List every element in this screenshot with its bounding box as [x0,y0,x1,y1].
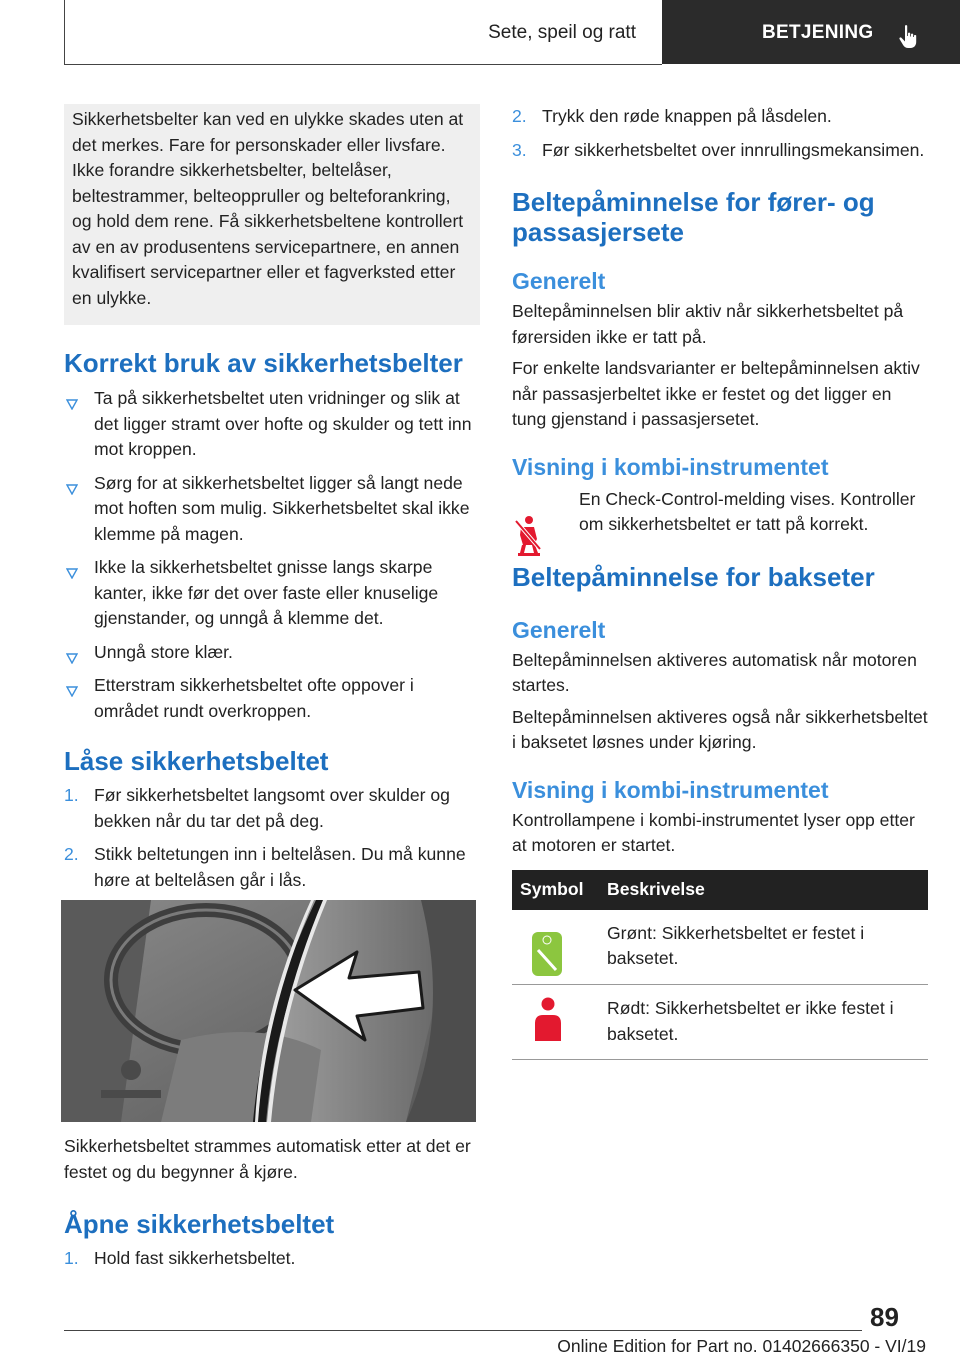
step-text: Hold fast sikkerhetsbeltet. [94,1248,296,1268]
triangle-bullet-icon [66,392,78,418]
front-display-text: En Check-Control-melding vises. Kontroller om sikkerhetsbeltet er tatt på korrekt. [579,488,916,534]
warning-box [64,104,480,325]
open-steps-part1 [64,1246,480,1272]
heading-rear-general: Generelt [512,616,606,643]
heading-rear-display: Visning i kombi-instrumentet [512,776,829,803]
hand-pointer-icon [898,24,920,50]
step-item [64,842,480,893]
list-item [64,673,480,724]
list-item-text: Unngå store klær. [94,641,233,662]
heading-open-belt: Åpne sikkerhetsbeltet [64,1209,335,1239]
seatbelt-green-icon [530,930,564,976]
chapter-tab [662,0,960,64]
open-steps-part2 [512,104,928,163]
heading-correct-use: Korrekt bruk av sikkerhetsbelter [64,348,463,378]
front-reminder-p2: For enkelte landsvarianter er beltepåminnelsen aktiv når passasjerbeltet ikke er festet og det ligger en tung gjenstand i passasjersetet. [512,358,920,429]
lock-steps [64,783,480,893]
step-number: 2. [512,106,527,126]
table-header-description: Beskrivelse [607,870,928,910]
step-text: Stikk beltetungen inn i beltelåsen. Du må kunne høre at beltelåsen går i lås. [94,844,466,890]
page-number: 89 [870,1302,899,1332]
list-item [64,386,480,463]
table-header-symbol: Symbol [512,870,607,910]
triangle-bullet-icon [66,679,78,705]
seatbelt-warning-icon [512,515,544,557]
heading-front-general: Generelt [512,268,606,294]
step-item [64,783,480,834]
tension-caption: Sikkerhetsbeltet strammes automatisk etter at det er festet og du begynner å kjøre. [64,1136,471,1182]
seatbelt-photo [61,900,476,1122]
step-text: Trykk den røde knappen på låsdelen. [542,106,832,126]
rear-reminder-p2: Beltepåminnelsen aktiveres også når sikkerhetsbeltet i baksetet løsnes under kjøring. [512,706,928,752]
triangle-bullet-icon [66,477,78,503]
right-column [512,104,928,1060]
list-item-text: Ta på sikkerhetsbeltet uten vridninger og slik at det ligger stramt over hofte og skulder og tett inn mot kroppen. [94,388,472,459]
table-cell-symbol [512,985,607,1060]
list-item-text: Etterstram sikkerhetsbeltet ofte oppover i området rundt overkroppen. [94,675,414,721]
table-row [512,910,928,985]
step-number: 3. [512,139,527,160]
heading-lock-belt: Låse sikkerhetsbeltet [64,746,329,776]
seat-occupant-red-icon [533,997,563,1047]
rear-display-text: Kontrollampene i kombi-instrumentet lyser opp etter at motoren er startet. [512,809,915,855]
edition-note: Online Edition for Part no. 01402666350 - VI/19 [557,1336,926,1356]
step-number: 1. [64,1248,79,1268]
front-reminder-p1: Beltepåminnelsen blir aktiv når sikkerhetsbeltet på førersiden ikke er tatt på. [512,301,904,347]
list-item-text: Sørg for at sikkerhetsbeltet ligger så langt nede mot hoften som mulig. Sikkerhetsbeltet skal ikke klemme på magen. [94,472,470,544]
front-display-block [512,487,928,538]
step-item [512,104,928,130]
step-number: 2. [64,844,79,864]
left-column [64,104,480,893]
heading-front-reminder: Beltepåminnelse for fører- og passasjersete [512,187,875,247]
page-header [0,0,960,66]
step-item [512,138,928,164]
step-text: Før sikkerhetsbeltet langsomt over skulder og bekken når du tar det på deg. [94,785,450,831]
table-cell-symbol [512,910,607,985]
section-title: Sete, speil og ratt [488,22,636,43]
seatbelt-illustration [61,900,476,1122]
list-item [64,640,480,666]
rear-reminder-p1: Beltepåminnelsen aktiveres automatisk når motoren startes. [512,649,917,695]
table-header-row [512,870,928,910]
step-text: Før sikkerhetsbeltet over innrullingsmekansimen. [542,139,925,160]
triangle-bullet-icon [66,561,78,587]
step-item [64,1246,480,1272]
list-item [64,471,480,548]
triangle-bullet-icon [66,646,78,672]
warning-text: Sikkerhetsbelter kan ved en ulykke skades uten at det merkes. Fare for personskader eller livsfare. Ikke forandre sikkerhetsbelter, beltelåser, beltestrammer, belteoppruller og belteforankring, og hold dem rene. Få sikkerhetsbeltene kontrollert av en av produsentens servicepartnere, en annen kvalifisert servicepartner eller et fagverksted etter en ulykke. [72,109,464,308]
footer-rule [64,1330,862,1331]
table-row [512,985,928,1060]
table-cell-description: Rødt: Sikkerhetsbeltet er ikke festet i baksetet. [607,985,928,1060]
step-number: 1. [64,785,79,805]
header-rule-bottom [64,64,662,65]
heading-front-display: Visning i kombi-instrumentet [512,453,829,480]
indicator-table [512,870,928,1061]
correct-use-list [64,386,480,724]
chapter-title: BETJENING [762,22,874,43]
left-column-lower [64,1134,480,1272]
list-item-text: Ikke la sikkerhetsbeltet gnisse langs skarpe kanter, ikke før det over faste eller knuselige gjenstander, og unngå å klemme det. [94,557,439,628]
list-item [64,555,480,632]
table-cell-description: Grønt: Sikkerhetsbeltet er festet i baksetet. [607,910,928,985]
heading-rear-reminder: Beltepåminnelse for bakseter [512,561,875,592]
